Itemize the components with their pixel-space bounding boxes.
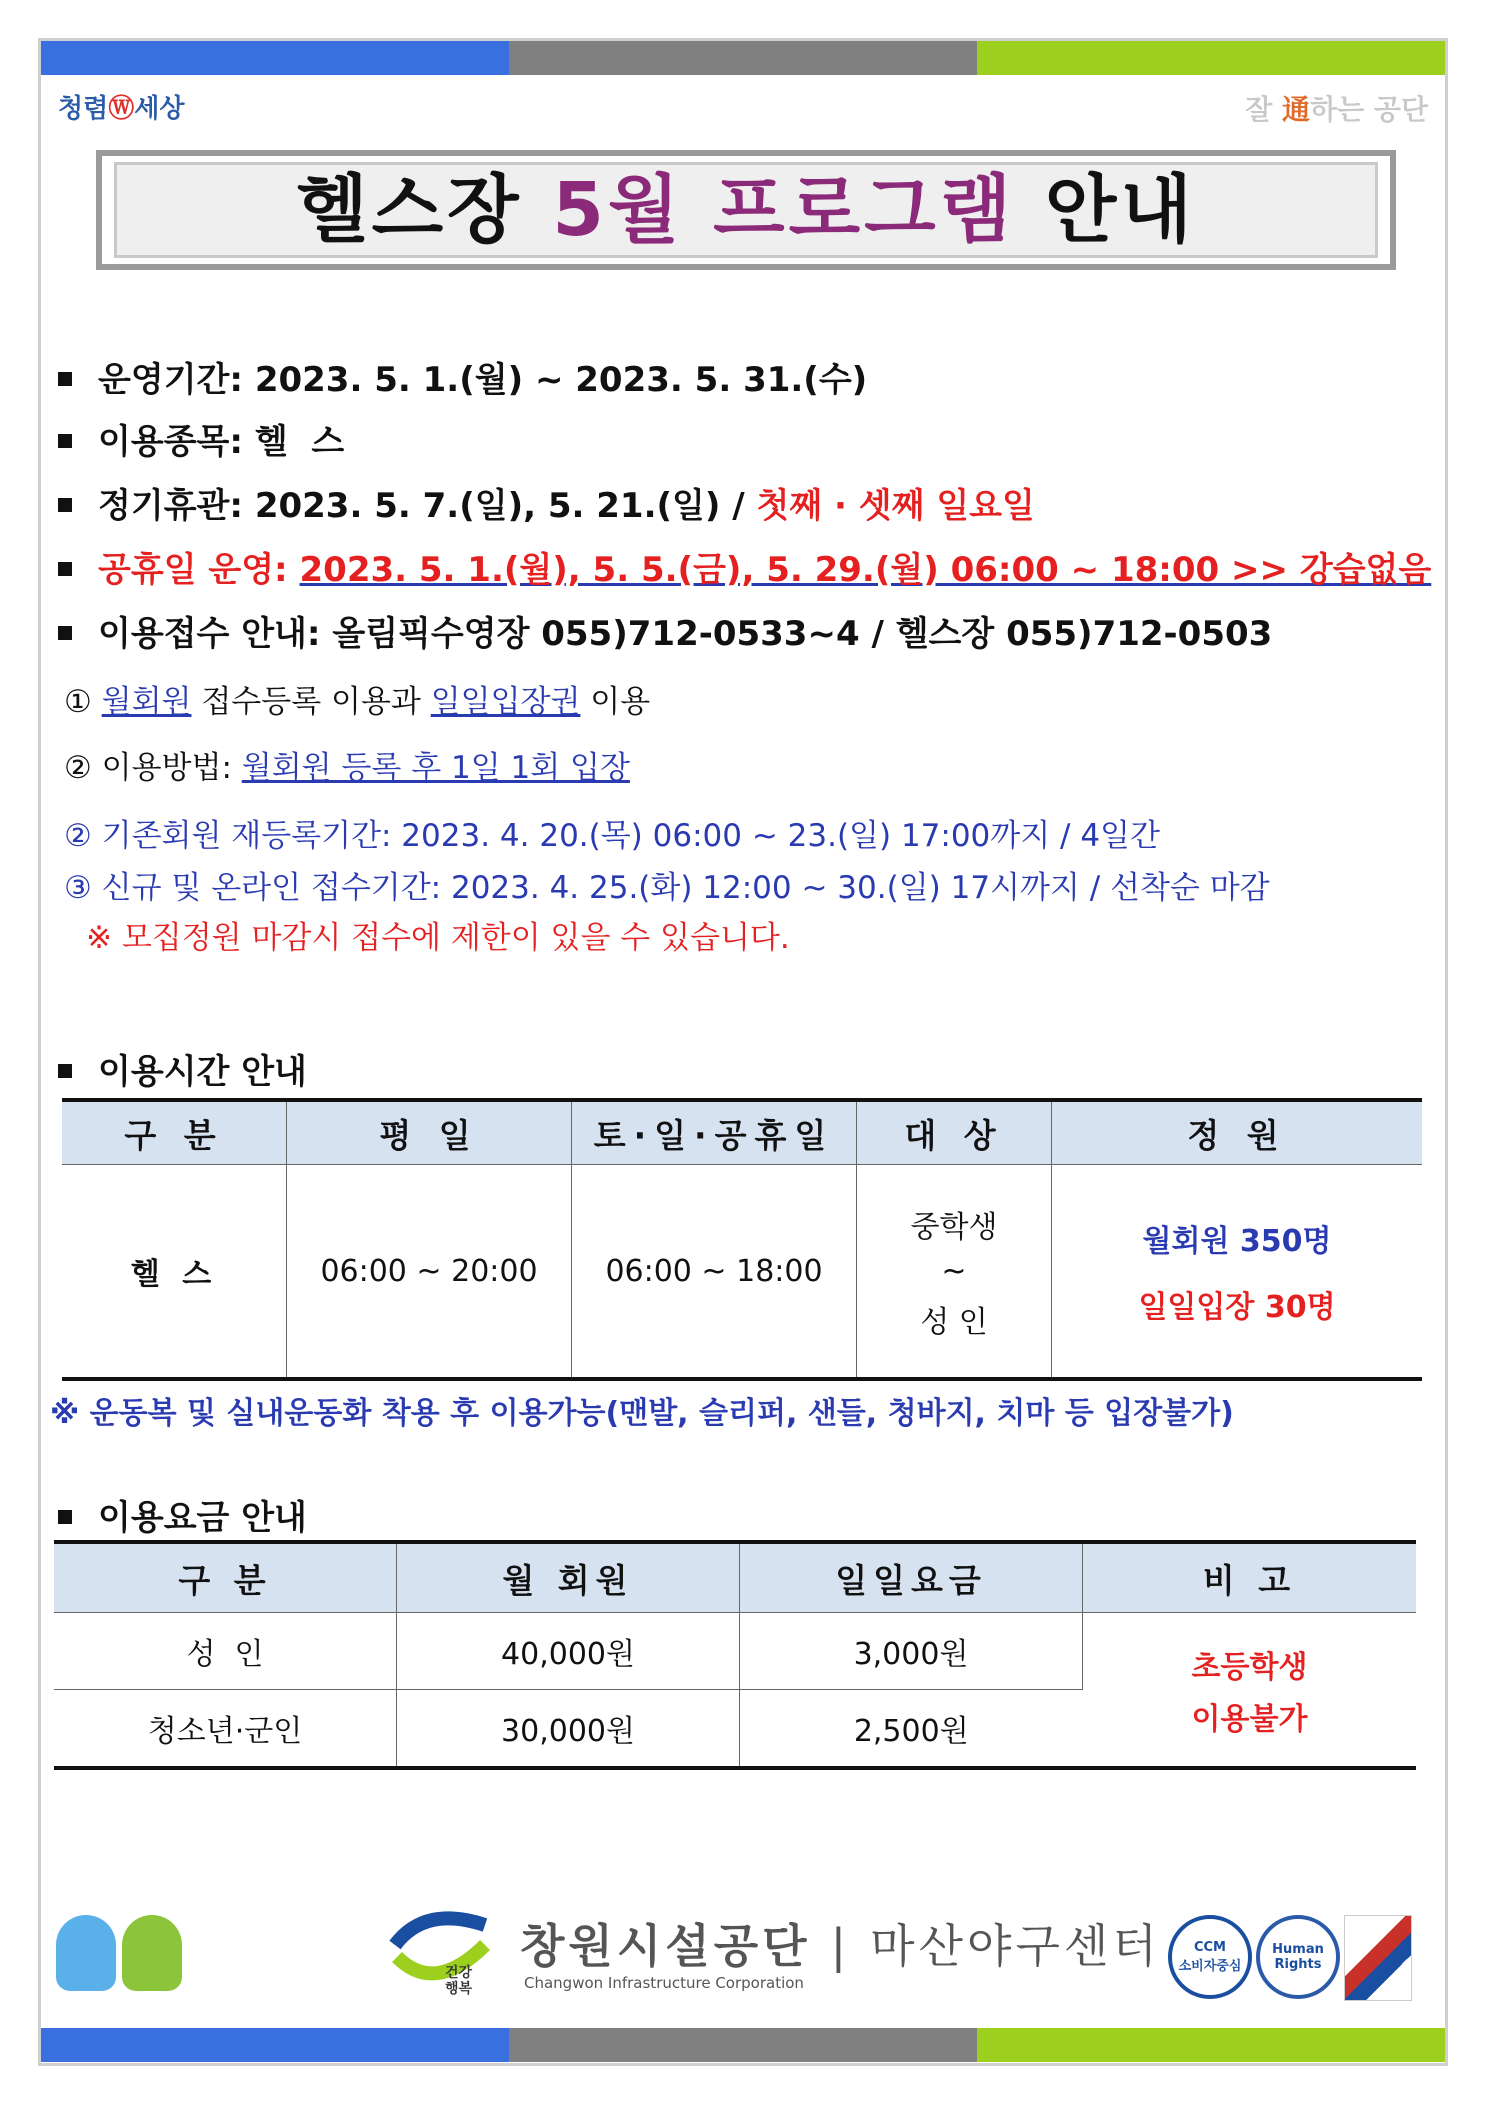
- hours-weekend: 06:00 ~ 18:00: [572, 1165, 857, 1380]
- table-row: [62, 1165, 1422, 1380]
- corporation-logo: 건강 행복: [385, 1905, 505, 1999]
- fees-type: 성 인: [54, 1613, 397, 1690]
- organization-name: 창원시설공단 | 마산야구센터: [520, 1919, 1161, 1973]
- certification-mark-icon: [1344, 1915, 1412, 2001]
- sub-item-notice: ※ 모집정원 마감시 접수에 제한이 있을 수 있습니다.: [86, 920, 790, 956]
- fees-daily: 3,000원: [740, 1613, 1083, 1690]
- fees-header-remark: 비 고: [1083, 1542, 1417, 1613]
- fees-header-category: 구 분: [54, 1542, 397, 1613]
- info-holiday: 공휴일 운영: 2023. 5. 1.(월), 5. 5.(금), 5. 29.(월) 06:00 ~ 18:00 >> 강습없음: [58, 542, 1431, 591]
- info-contact: 이용접수 안내: 올림픽수영장 055)712-0533~4 / 헬스장 055)712-0503: [58, 606, 1272, 655]
- title-banner: [96, 150, 1396, 270]
- sub-item-2: ② 이용방법: 월회원 등록 후 1일 1회 입장: [64, 750, 630, 786]
- organization-english-name: Changwon Infrastructure Corporation: [524, 1974, 804, 1992]
- consumer-centered-badge-icon: CCM 소비자중심: [1168, 1915, 1252, 1999]
- hours-row-name: 헬 스: [62, 1165, 287, 1380]
- mascot-icon: [122, 1915, 182, 1991]
- fees-header-monthly: 월 회원: [397, 1542, 740, 1613]
- hours-capacity: 월회원 350명 일일입장 30명: [1138, 1224, 1336, 1325]
- hours-table: [62, 1098, 1422, 1381]
- info-sport: 이용종목: 헬 스: [58, 414, 344, 463]
- table-row: [54, 1613, 1416, 1690]
- hours-header-weekend: 토·일·공휴일: [572, 1100, 857, 1165]
- fees-daily: 2,500원: [853, 1714, 969, 1749]
- hours-header-capacity: 정 원: [1052, 1100, 1423, 1165]
- page-title: 헬스장 5월 프로그램 안내: [296, 167, 1196, 253]
- fees-header-daily: 일일요금: [740, 1542, 1083, 1613]
- fees-remark: 초등학생 이용불가: [1191, 1649, 1308, 1737]
- fees-table: [54, 1540, 1416, 1770]
- sub-item-renewal: ② 기존회원 재등록기간: 2023. 4. 20.(목) 06:00 ~ 23.(일) 17:00까지 / 4일간: [64, 818, 1160, 854]
- hours-weekday: 06:00 ~ 20:00: [287, 1165, 572, 1380]
- hours-header-target: 대 상: [857, 1100, 1052, 1165]
- human-rights-badge-icon: Human Rights: [1256, 1915, 1340, 1999]
- section-fees-title: 이용요금 안내: [58, 1490, 307, 1539]
- hours-header-weekday: 평 일: [287, 1100, 572, 1165]
- integrity-logo: 청렴Ⓦ세상: [58, 94, 185, 124]
- hours-note: ※ 운동복 및 실내운동화 착용 후 이용가능(맨발, 슬리퍼, 샌들, 청바지, 치마 등 입장불가): [50, 1396, 1234, 1431]
- sub-item-1: ① 월회원 접수등록 이용과 일일입장권 이용: [64, 684, 651, 720]
- mascot-icon: [56, 1915, 116, 1991]
- info-closed: 정기휴관: 2023. 5. 7.(일), 5. 21.(일) / 첫째 · 셋째 일요일: [58, 478, 1035, 527]
- sub-item-new-registration: ③ 신규 및 온라인 접수기간: 2023. 4. 25.(화) 12:00 ~ 30.(일) 17시까지 / 선착순 마감: [64, 870, 1270, 906]
- fees-monthly: 40,000원: [397, 1613, 740, 1690]
- corporation-slogan-logo: 잘 通하는 공단: [1245, 93, 1428, 126]
- top-color-bar: [41, 41, 1445, 75]
- fees-monthly: 30,000원: [397, 1690, 740, 1769]
- section-hours-title: 이용시간 안내: [58, 1044, 307, 1093]
- info-period: 운영기간: 2023. 5. 1.(월) ~ 2023. 5. 31.(수): [58, 352, 867, 401]
- hours-target: 중학생 ~ 성 인: [857, 1165, 1052, 1380]
- hours-header-category: 구 분: [62, 1100, 287, 1165]
- bottom-color-bar: [41, 2028, 1445, 2062]
- fees-type: 청소년·군인: [54, 1690, 397, 1769]
